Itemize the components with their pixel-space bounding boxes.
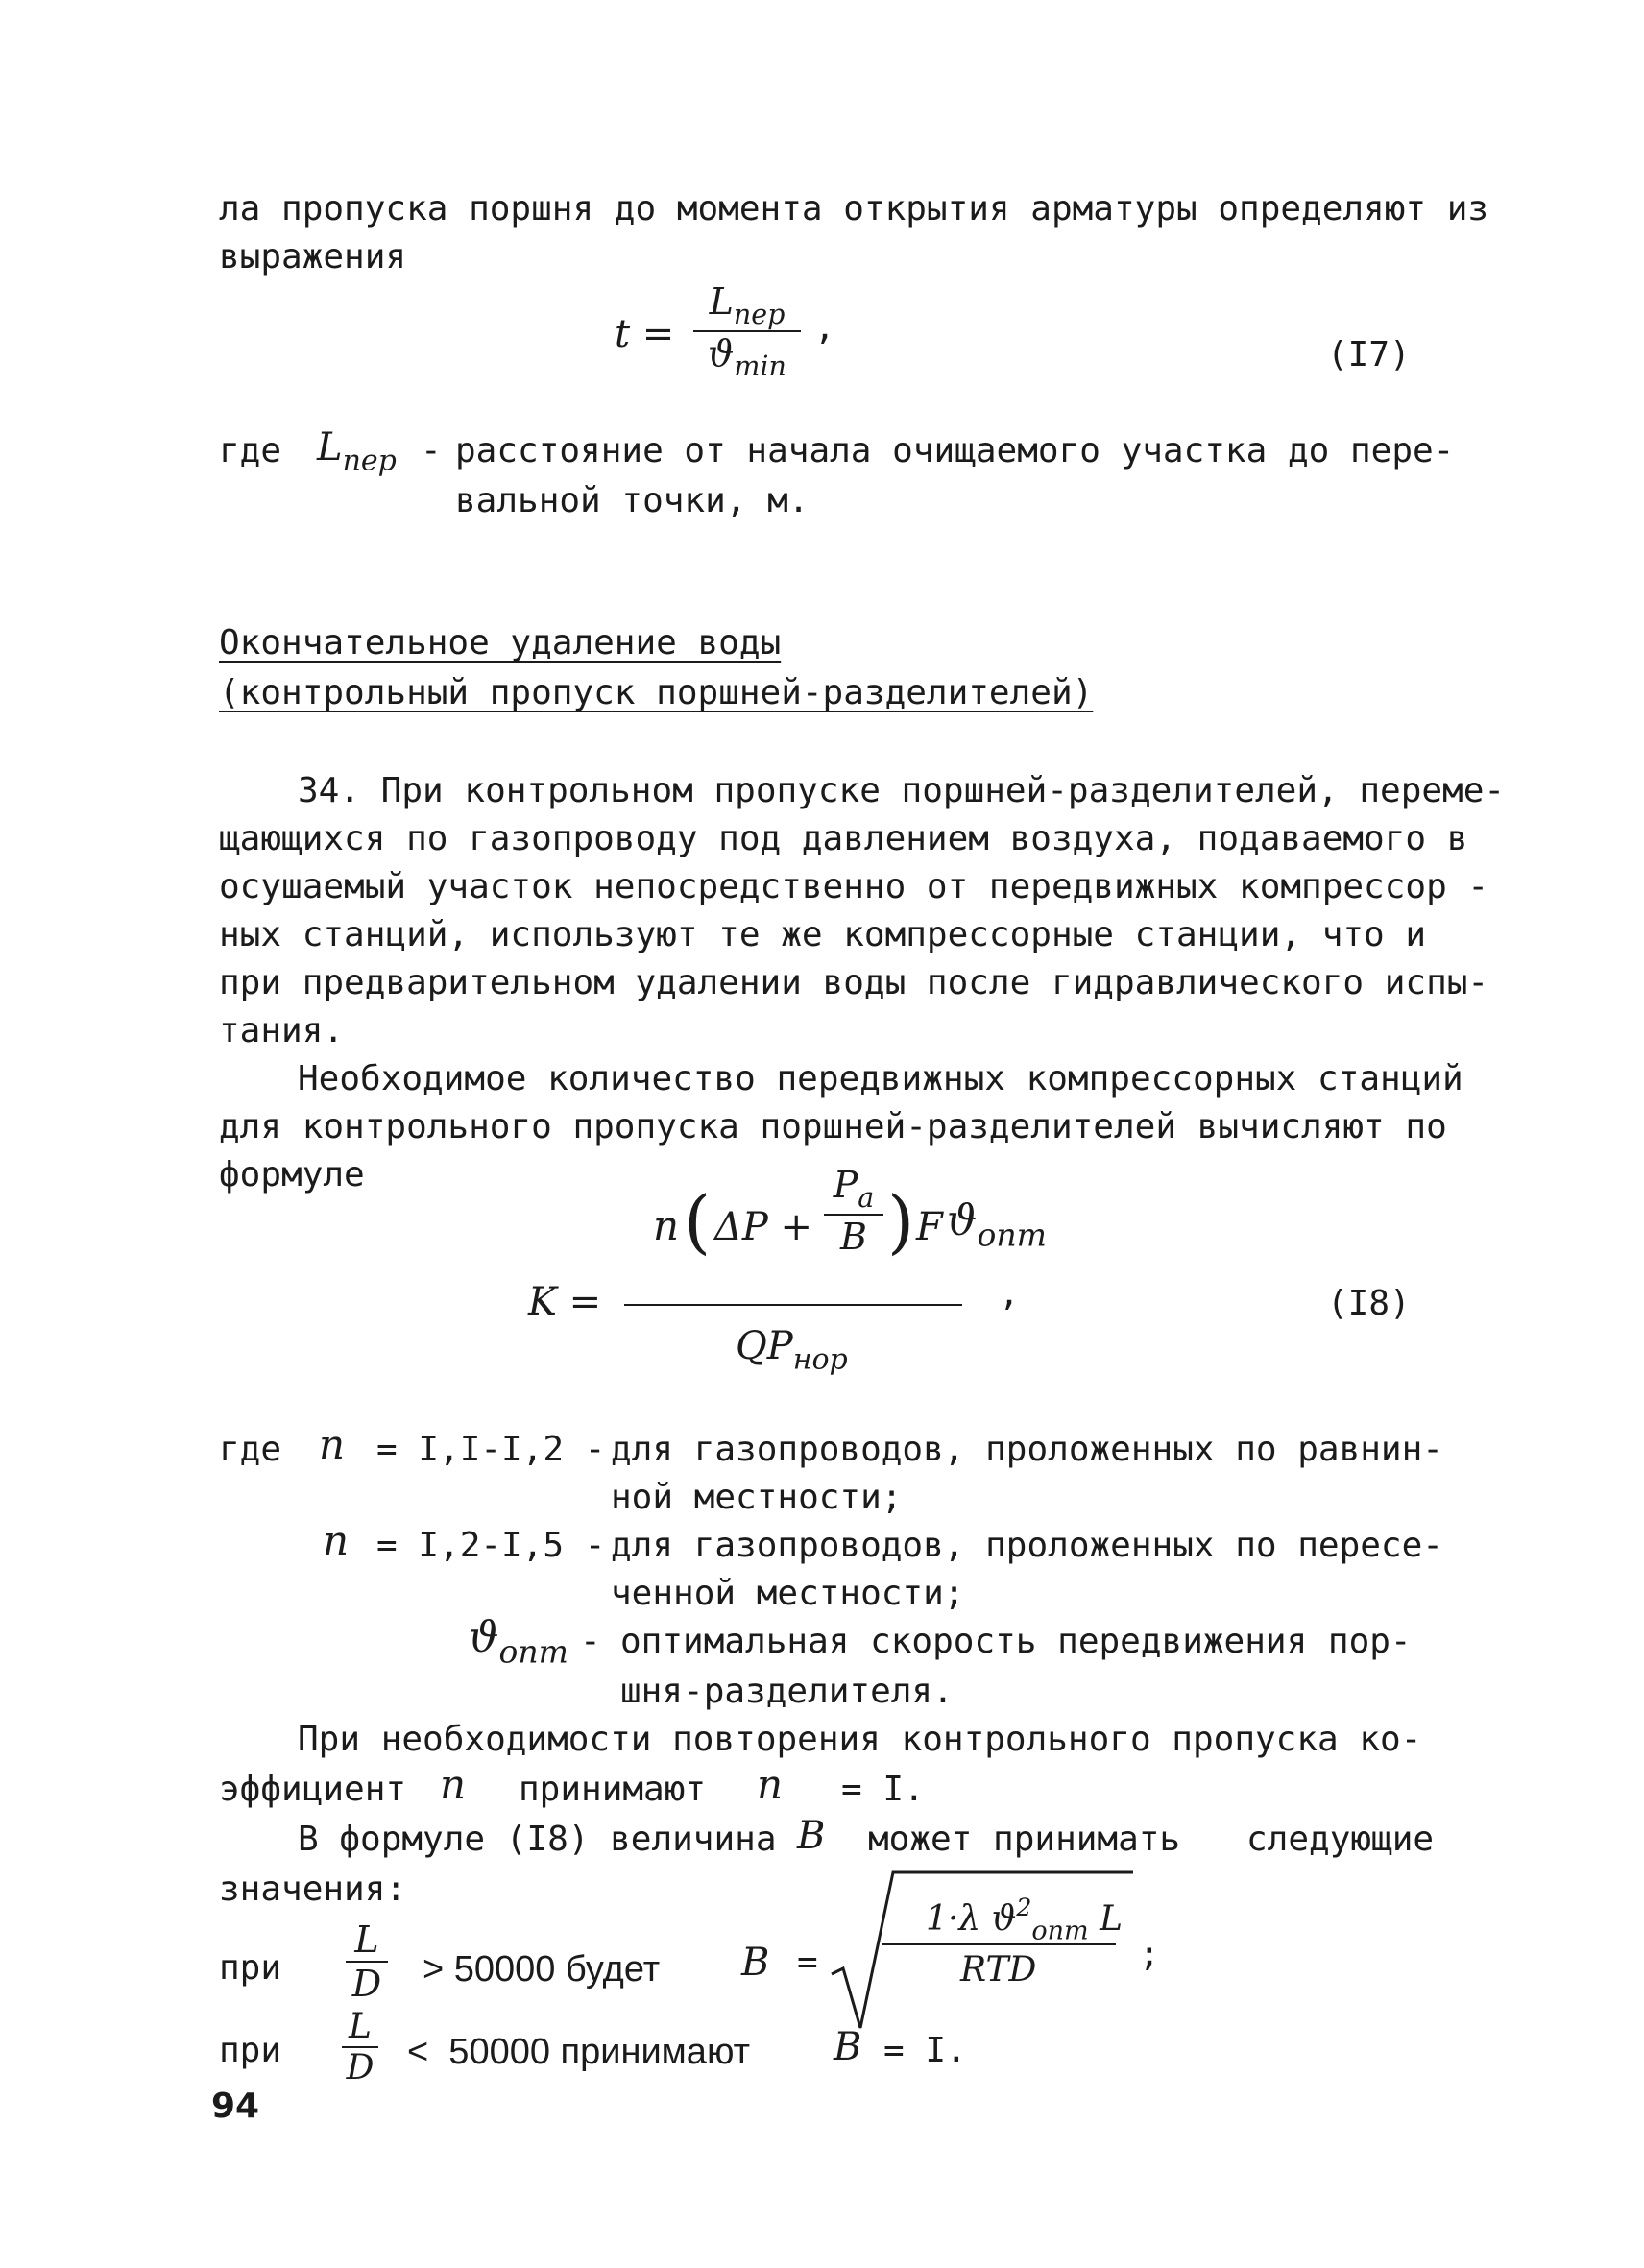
cond1-sqrt-bar: [882, 1943, 1116, 1945]
eq18-pa: $P_a$: [833, 1164, 875, 1214]
where17-word: где: [219, 431, 282, 470]
para34-line-3: осушаемый участок непосредственно от передвижных компрессор -: [219, 867, 1489, 906]
bvalues-b: B: [797, 1814, 826, 1858]
where18-row1-text-1: для газопроводов, проложенных по равнин-: [611, 1430, 1443, 1469]
where17-text-1: расстояние от начала очищаемого участка до пере-: [455, 431, 1455, 470]
eq18-number: (I8): [1327, 1284, 1411, 1323]
para34-line-4: ных станций, используют те же компрессорные станции, что и: [219, 915, 1427, 954]
repeat-n-2: n: [757, 1761, 784, 1808]
eq18-n: n: [653, 1202, 680, 1249]
section-heading-line-2: (контрольный пропуск поршней-разделителей): [219, 673, 1094, 712]
where18-row3-dash: -: [580, 1622, 601, 1661]
where18-n-1: n: [319, 1421, 346, 1468]
eq17-fraction: [693, 280, 801, 382]
para-need-line-1: Необходимое количество передвижных компрессорных станций: [298, 1059, 1463, 1098]
repeat-line-2c: = I.: [841, 1770, 925, 1809]
cond1-end: ;: [1139, 1935, 1160, 1974]
cond1-eq: =: [797, 1942, 818, 1982]
where17-dash: -: [421, 431, 442, 470]
eq18-fraction-bar: [624, 1304, 962, 1306]
bvalues-line-1a: В формуле (I8) величина: [298, 1820, 777, 1859]
where18-row1-value: = I,I-I,2 -: [376, 1430, 606, 1469]
repeat-line-2a: эффициент: [219, 1770, 407, 1809]
cond2-l-over-d: [342, 2007, 378, 2087]
eq17-number: (I7): [1327, 335, 1411, 374]
cond1-relation: > 50000 будет: [423, 1949, 661, 1990]
para34-line-2: щающихся по газопроводу под давлением воздуха, подаваемого в: [219, 819, 1468, 858]
eq18-comma: ,: [999, 1274, 1020, 1314]
cond2-pri: при: [219, 2031, 282, 2070]
eq18-delta-p: ΔP +: [714, 1205, 813, 1249]
where18-row2-value: = I,2-I,5 -: [376, 1526, 606, 1565]
where18-word: где: [219, 1430, 282, 1469]
square-root-sign: [0, 0, 10, 10]
bvalues-line-1b: может принимать: [868, 1820, 1181, 1859]
cond1-sqrt-denominator: RTD: [960, 1950, 1037, 1990]
cond2-b: B: [834, 2025, 862, 2069]
where18-row2-text-1: для газопроводов, проложенных по пересе-: [611, 1526, 1443, 1565]
bvalues-line-1c: следующие: [1246, 1820, 1435, 1859]
para34-line-6: тания.: [219, 1011, 345, 1050]
cond2-tail: = I.: [883, 2031, 967, 2070]
eq18-denominator: $QP_{нор}$: [736, 1324, 848, 1377]
eq18-lhs: K =: [528, 1280, 602, 1324]
eq18-b: B: [840, 1215, 867, 1258]
eq17-lhs: t =: [615, 312, 675, 356]
cond1-d: D: [351, 1963, 382, 2005]
intro-line-2: выражения: [219, 237, 407, 277]
cond1-sqrt-numerator: 1·λ $ϑ^2_{опт}$ L: [926, 1894, 1123, 1946]
eq18-v: $ϑ_{опт}$: [947, 1196, 1047, 1254]
cond2-d: D: [346, 2048, 375, 2087]
where18-row3-text-2: шня-разделителя.: [620, 1672, 954, 1711]
cond2-relation: < 50000 принимают: [407, 2032, 751, 2072]
repeat-line-2b: принимают: [519, 1770, 707, 1809]
eq18-right-paren: ): [887, 1181, 915, 1262]
repeat-line-1: При необходимости повторения контрольного пропуска ко-: [298, 1720, 1422, 1759]
where18-n-2: n: [323, 1517, 350, 1564]
where17-symbol: $L_{пер}$: [317, 425, 397, 478]
eq17-denominator: $ϑ_{min}$: [708, 331, 786, 382]
intro-line-1: ла пропуска поршня до момента открытия арматуры определяют из: [219, 189, 1489, 229]
where18-row1-text-2: ной местности;: [611, 1478, 903, 1517]
repeat-n-1: n: [440, 1761, 467, 1808]
para34-line-5: при предварительном удалении воды после гидравлического испы-: [219, 963, 1489, 1002]
eq17-numerator: $L_{пер}$: [709, 280, 786, 330]
para34-line-1: 34. При контрольном пропуске поршней-разделителей, переме-: [298, 771, 1506, 810]
where18-row3-text-1: оптимальная скорость передвижения пор-: [620, 1622, 1412, 1661]
eq18-f: F: [916, 1205, 943, 1249]
cond2-l: L: [349, 2007, 372, 2046]
cond1-b: B: [741, 1941, 770, 1985]
cond1-l-over-d: [346, 1918, 388, 2005]
page-number: 94: [211, 2087, 260, 2126]
para-need-line-2: для контрольного пропуска поршней-разделителей вычисляют по: [219, 1107, 1447, 1146]
where18-row2-text-2: ченной местности;: [611, 1574, 965, 1613]
cond1-pri: при: [219, 1948, 282, 1988]
bvalues-line-2: значения:: [219, 1870, 407, 1909]
para-need-line-3: формуле: [219, 1155, 365, 1194]
eq18-pa-over-b: [824, 1164, 883, 1258]
where17-text-2: вальной точки, м.: [455, 481, 810, 520]
cond1-l: L: [354, 1918, 379, 1961]
eq17-comma: ,: [814, 308, 835, 348]
section-heading-line-1: Окончательное удаление воды: [219, 623, 782, 663]
eq18-left-paren: (: [684, 1181, 712, 1262]
where18-v-opt: $ϑ_{опт}$: [469, 1613, 568, 1671]
